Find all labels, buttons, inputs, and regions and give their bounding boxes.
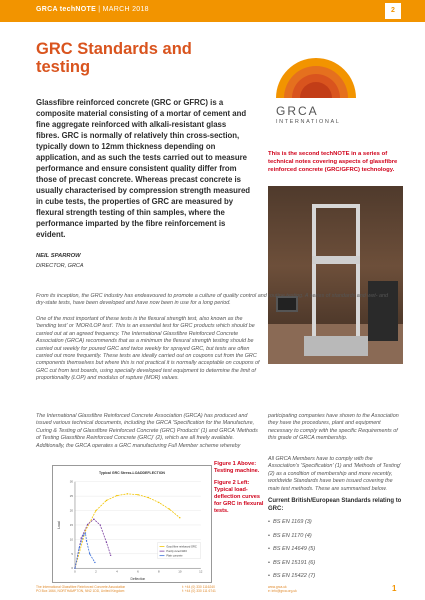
bullet-icon: • — [268, 573, 270, 580]
data-point — [116, 495, 117, 496]
data-point — [89, 553, 90, 554]
standards-heading: Current British/European Standards relating to GRC: — [268, 498, 402, 512]
data-point — [148, 497, 149, 498]
series-note: This is the second techNOTE in a series of technical notes covering aspects of glassfibre reinforced concrete (GRC/GFRC) technology. — [268, 151, 398, 174]
header-page-number: 2 — [385, 3, 401, 19]
figure-captions — [214, 461, 266, 515]
y-axis-label: Load — [57, 521, 62, 529]
figure-2-caption: Figure 2 Left: Typical load-deflection curves for GRC in flexural tests. — [214, 480, 264, 514]
x-tick-label: 2 — [95, 569, 97, 574]
control-cabinet — [368, 281, 398, 341]
bullet-icon: • — [268, 559, 270, 566]
footer-phone: t: +44 (0) 330 1116240 f: +44 (0) 330 111 6741 — [182, 585, 216, 594]
legend-label: Poorly cured GRC — [166, 550, 188, 554]
bullet-icon: • — [268, 546, 270, 553]
x-tick-label: 12 — [199, 569, 203, 574]
data-point — [106, 542, 107, 543]
body-paragraph-4: participating companies have shown to the Association they have the procedures, plant and equipment necessary to comply with the specific Requirements of this grade of GRCA membership. — [268, 413, 399, 442]
data-point — [169, 508, 170, 509]
author-role: DIRECTOR, GRCA — [36, 263, 84, 269]
y-tick-label: 15 — [69, 522, 74, 527]
x-tick-label: 10 — [178, 569, 182, 574]
lead-paragraph: Glassfibre reinforced concrete (GRC or GFRC) is a composite material consisting of a mortar of cement and fine aggregate reinforced with alkali-resistant glass fibres. GRC is normally of relatively thin cross-section, typically down to 12mm thickness depending on application, and as such the tests carried out to measure performance and ensure consistent quality differ from those of precast concrete. Whereas precast concrete is usually characterised by compression strength measured in cube tests, the properties of GRC are measured by flexural strength testing of thin samples, where the performance imparted by the fibre reinforcement is evident. — [36, 98, 251, 239]
y-tick-label: 10 — [69, 537, 74, 542]
x-tick-label: 6 — [137, 569, 139, 574]
bullet-icon: • — [268, 532, 270, 539]
list-item: • BS EN 15422 (7) — [268, 573, 316, 580]
data-point — [127, 493, 128, 494]
author-name: NEIL SPARROW — [36, 253, 81, 259]
figure-1-caption: Figure 1 Above: Testing machine. — [214, 461, 260, 474]
data-point — [99, 524, 100, 525]
x-tick-label: 8 — [158, 569, 160, 574]
logo-subtitle: INTERNATIONAL — [276, 119, 341, 125]
body-paragraph-5: All GRCA Members have to comply with the Association's 'Specification' (1) and 'Methods of Testing' (2) as a condition of membership and more recently, worldwide Standards have been issued covering the main test methods. These are summarised below. — [268, 456, 401, 492]
data-point — [158, 502, 159, 503]
header-bar — [0, 0, 425, 22]
data-point — [85, 532, 86, 533]
data-point — [81, 537, 82, 538]
legend-label: Plain concrete — [166, 554, 183, 558]
footer-page-number: 1 — [392, 584, 397, 593]
data-point — [74, 568, 75, 569]
y-tick-label: 30 — [69, 479, 74, 484]
data-point — [78, 547, 79, 548]
data-point — [110, 555, 111, 556]
data-point — [86, 540, 87, 541]
series-label: GRCA techNOTE | MARCH 2018 — [36, 6, 149, 13]
load-deflection-chart — [52, 465, 212, 583]
data-point — [106, 500, 107, 501]
machine-crossbar — [312, 256, 360, 264]
body-paragraph-1: From its inception, the GRC industry has endeavoured to promote a culture of quality control and routine testing. A series of standards and wet- and dry-state tests, have been developed and have now been in use for a long period. — [36, 293, 388, 307]
body-paragraph-2: One of the most important of these tests is the flexural strength test, also known as the 'bending test' or 'MOR/LOP test'. This is an essential test for GRC products which should be carried out at an agreed frequency. The International Glassfibre Reinforced Concrete Association (GRCA) recommends that as a minimum the flexural strength testing should be carried out weekly for poured GRC and twice weekly for sprayed GRC, but tests are often carried out more frequently. These tests are ideally carried out on coupons cut from the GRC components themselves but where this is not practical it is normally acceptable on coupons of GRC cut from test boards, using specially developed test equipment to determine the limit of proportionality (LOP) and modulus of rupture (MOR) values. — [36, 316, 260, 382]
data-point — [83, 534, 84, 535]
grca-logo — [258, 38, 368, 142]
list-item: • BS EN 15191 (6) — [268, 559, 316, 566]
y-tick-label: 5 — [71, 551, 74, 556]
bullet-icon: • — [268, 519, 270, 525]
page-title: GRC Standards and testing — [36, 40, 192, 76]
x-tick-label: 0 — [74, 569, 76, 574]
data-point — [179, 517, 180, 518]
y-tick-label: 0 — [71, 566, 74, 571]
data-point — [94, 562, 95, 563]
series-line-3 — [75, 533, 95, 568]
data-point — [95, 510, 96, 511]
machine-base — [304, 336, 368, 356]
list-item: • BS EN 1169 (3) — [268, 519, 312, 525]
list-item: • BS EN 1170 (4) — [268, 532, 312, 539]
list-item: • BS EN 14649 (5) — [268, 546, 316, 553]
logo-name: GRCA — [276, 104, 319, 118]
data-point — [93, 519, 94, 520]
data-point — [137, 494, 138, 495]
testing-machine-photo — [268, 186, 403, 364]
footer-address: The International Glassfibre Reinforced Concrete Association PO Box 1664, NORTHAMPTON, NN2 1DD, United Kingdom — [36, 585, 126, 594]
chart-title: Typical GRC Stress-LOADDEFLECTION — [99, 470, 165, 475]
x-axis-label: Deflection — [130, 577, 146, 582]
footer-web: www.grca.uk e: info@grca.org.uk — [268, 585, 297, 594]
legend-label: Good fibre reinforced GRC — [166, 545, 197, 549]
standards-list — [268, 518, 403, 586]
data-point — [87, 524, 88, 525]
footer — [0, 585, 425, 600]
y-tick-label: 25 — [69, 494, 74, 499]
body-paragraph-3: The International Glassfibre Reinforced Concrete Association (GRCA) has produced and issued various technical documents, including the GRCA 'Specification for the Manufacture, Curing & Testing of Glassfibre Reinforced Concrete (GRC) Products' (1) and GRCA 'Methods of Testing Glassfibre Reinforced Concrete (GRC)' (2), which are all freely available. Additionally, the GRCA operates a GRC manufacturing Full Member scheme whereby — [36, 413, 258, 449]
y-tick-label: 20 — [69, 508, 74, 513]
machine-frame — [312, 204, 360, 344]
x-tick-label: 4 — [116, 569, 118, 574]
